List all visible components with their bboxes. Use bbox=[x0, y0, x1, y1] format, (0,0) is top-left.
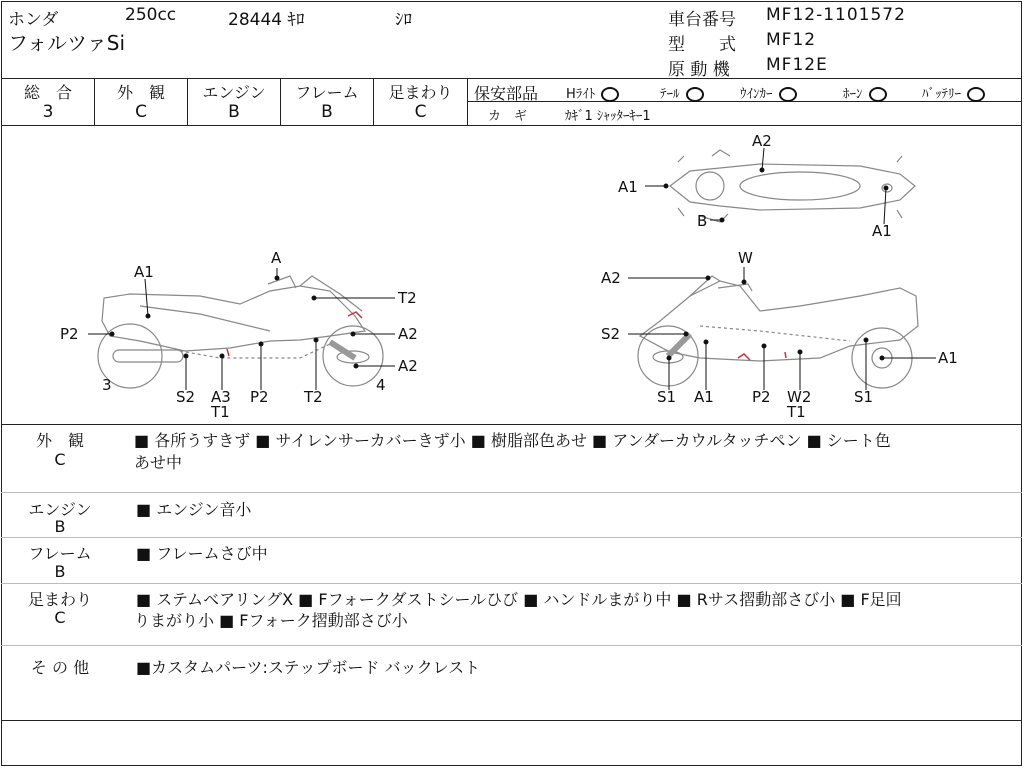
safety-tail-label: ﾃｰﾙ bbox=[660, 87, 680, 102]
remark-frame-grade: B bbox=[54, 562, 66, 581]
circle-ok-icon bbox=[601, 87, 619, 102]
remark-suspension-line1: ■ ステムベアリングX ■ Fフォークダストシールひび ■ ハンドルまがり中 ■ Rサス摺動部さび小 ■ F足回 bbox=[136, 590, 902, 609]
label-right-s1a: S1 bbox=[657, 388, 677, 406]
remark-other-label: そ の 他 bbox=[30, 658, 90, 677]
engine-label: 原 動 機 bbox=[668, 60, 730, 80]
remark-exterior-label: 外 観 bbox=[35, 431, 84, 450]
displacement: 250cc bbox=[125, 5, 177, 25]
type-label: 型 式 bbox=[668, 35, 736, 55]
maker: ホンダ bbox=[8, 10, 59, 30]
grade-frame-value: B bbox=[321, 102, 333, 122]
label-left-a3: A3 bbox=[211, 388, 231, 406]
label-left-t2: T2 bbox=[398, 289, 417, 307]
model-name: フォルツァSi bbox=[8, 31, 126, 55]
grade-overall-label: 総 合 bbox=[23, 83, 72, 102]
grade-engine-value: B bbox=[228, 102, 240, 122]
label-right-s2: S2 bbox=[601, 325, 621, 343]
label-top-a2: A2 bbox=[752, 132, 772, 150]
remark-suspension-grade: C bbox=[54, 608, 66, 627]
label-right-w: W bbox=[738, 249, 753, 267]
chassis-value: MF12-1101572 bbox=[766, 5, 906, 25]
grade-exterior-value: C bbox=[135, 102, 147, 122]
grade-exterior-label: 外 観 bbox=[116, 83, 165, 102]
label-left-t1: T1 bbox=[211, 403, 230, 421]
remark-engine-grade: B bbox=[54, 517, 66, 536]
safety-headlight-label: Hﾗｲﾄ bbox=[566, 87, 596, 102]
label-right-a1b: A1 bbox=[694, 388, 714, 406]
mileage: 28444 ｷﾛ bbox=[228, 10, 305, 30]
label-top-a1-left: A1 bbox=[618, 178, 638, 196]
label-right-w2: W2 bbox=[787, 388, 812, 406]
label-left-s2: S2 bbox=[176, 388, 196, 406]
safety-battery-label: ﾊﾞｯﾃﾘｰ bbox=[922, 87, 961, 102]
engine-value: MF12E bbox=[766, 55, 828, 75]
circle-ok-icon bbox=[869, 87, 887, 102]
label-left-t2b: T2 bbox=[304, 388, 323, 406]
scooter-left-view bbox=[98, 276, 383, 388]
label-left-3: 3 bbox=[102, 376, 112, 394]
safety-tail bbox=[660, 83, 704, 102]
label-left-a2b: A2 bbox=[398, 357, 418, 375]
label-left-a2a: A2 bbox=[398, 325, 418, 343]
safety-horn bbox=[843, 83, 887, 102]
label-left-p2b: P2 bbox=[250, 388, 269, 406]
remark-exterior-line1: ■ 各所うすきず ■ サイレンサーカバーきず小 ■ 樹脂部色あせ ■ アンダーカウルタッチペン ■ シート色 bbox=[134, 431, 891, 450]
remark-exterior-grade: C bbox=[54, 450, 66, 469]
annotation-leaders bbox=[88, 148, 936, 390]
safety-winker-label: ｳｲﾝｶｰ bbox=[740, 87, 773, 102]
chassis-label: 車台番号 bbox=[668, 10, 736, 30]
remark-other-line1: ■カスタムパーツ:ステップボード バックレスト bbox=[136, 658, 481, 677]
remark-engine-label: エンジン bbox=[28, 500, 92, 519]
circle-ok-icon bbox=[686, 87, 704, 102]
grade-frame-label: フレーム bbox=[295, 83, 359, 102]
grade-engine-label: エンジン bbox=[202, 83, 266, 102]
label-left-4: 4 bbox=[376, 376, 386, 394]
label-right-t1: T1 bbox=[787, 403, 806, 421]
label-top-b: B bbox=[697, 212, 708, 230]
remark-frame-label: フレーム bbox=[28, 544, 92, 563]
label-left-a1: A1 bbox=[134, 263, 154, 281]
grade-overall-value: 3 bbox=[42, 102, 54, 122]
label-right-a1: A1 bbox=[938, 349, 958, 367]
remark-exterior-line2: あせ中 bbox=[134, 453, 183, 472]
circle-ok-icon bbox=[967, 87, 985, 102]
label-left-a: A bbox=[271, 249, 282, 267]
label-right-a2: A2 bbox=[601, 269, 621, 287]
safety-headlight bbox=[566, 83, 619, 102]
remark-suspension-label: 足まわり bbox=[27, 590, 92, 609]
scooter-right-view bbox=[638, 276, 918, 388]
type-value: MF12 bbox=[766, 30, 817, 50]
remark-suspension-line2: りまがり小 ■ Fフォーク摺動部さび小 bbox=[134, 611, 408, 630]
label-top-a1-right: A1 bbox=[872, 222, 892, 240]
remark-frame-line1: ■ フレームさび中 bbox=[136, 544, 268, 563]
remark-engine-line1: ■ エンジン音小 bbox=[136, 500, 252, 519]
safety-label: 保安部品 bbox=[474, 84, 539, 103]
key-label: カ ギ bbox=[488, 109, 528, 124]
label-right-s1b: S1 bbox=[854, 388, 874, 406]
damage-diagram bbox=[0, 126, 1024, 424]
label-right-p2: P2 bbox=[752, 388, 771, 406]
circle-ok-icon bbox=[779, 87, 797, 102]
safety-winker bbox=[740, 83, 797, 102]
key-value: ｶｷﾞ1 ｼｬｯﾀｰｷｰ1 bbox=[565, 109, 651, 124]
safety-horn-label: ﾎｰﾝ bbox=[843, 87, 863, 102]
grade-suspension-value: C bbox=[414, 102, 427, 122]
label-left-p2: P2 bbox=[60, 325, 79, 343]
safety-battery bbox=[922, 83, 985, 102]
color: ｼﾛ bbox=[395, 10, 412, 30]
grade-suspension-label: 足まわり bbox=[388, 83, 453, 102]
